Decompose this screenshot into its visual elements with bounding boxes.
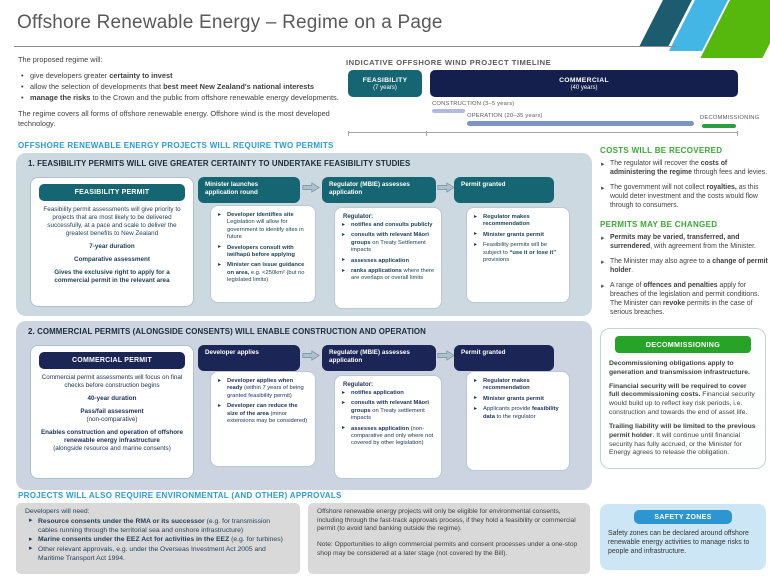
- timeline-feasibility-box: [348, 70, 422, 97]
- approvals-lead: Developers will need:: [25, 508, 90, 515]
- costs-recovered-block: [600, 146, 768, 217]
- step-bullet: ▸ ranks applications where there are overlaps or overall limits: [342, 268, 436, 283]
- commercial-permit-assessment-note: (non-comparative): [86, 416, 138, 424]
- step-bullet: ▸ Applicants provide feasibility data to the regulator: [474, 406, 564, 421]
- step-bullet: ▸ Developer applies when ready (within 7 years of being granted feasibility permit): [218, 378, 310, 400]
- decommissioning-paragraph: Trailing liability will be limited to the previous permit holder. It will continue until financial security has fully accrued, or the Minister for Energy agrees to release the obligation.: [609, 422, 756, 457]
- feasibility-permit-right: Gives the exclusive right to apply for a commercial permit in the relevant area: [54, 269, 170, 285]
- step-regulator-assesses-header: Regulator (MBIE) assesses application: [322, 177, 436, 203]
- feasibility-permit-title: FEASIBILITY PERMIT: [39, 184, 185, 201]
- step-permit-granted-card: [466, 371, 570, 471]
- project-timeline: [346, 58, 766, 143]
- timeline-construction-bar: [432, 109, 465, 113]
- step-developer-applies-header: Developer applies: [198, 345, 300, 371]
- environmental-consents-panel: [308, 503, 590, 574]
- permits-changed-heading: PERMITS MAY BE CHANGED: [600, 220, 718, 229]
- intro-bullet: • allow the selection of developments that best meet New Zealand's national interests: [18, 82, 353, 92]
- timeline-heading: INDICATIVE OFFSHORE WIND PROJECT TIMELINE: [346, 58, 552, 67]
- section1-heading: 1. FEASIBILITY PERMITS WILL GIVE GREATER CERTAINTY TO UNDERTAKE FEASIBILITY STUDIES: [28, 159, 411, 168]
- step-bullet: ▸ Developer identifies site Legislation will allow for government to identify sites in future: [218, 212, 310, 242]
- permits-changed-bullet: ▸ Permits may be varied, transferred, and surrendered, with agreement from the Minister.: [600, 234, 768, 252]
- approvals-needed-panel: [16, 503, 300, 574]
- costs-bullet: ▸ The regulator will recover the costs of administering the regime through fees and levies.: [600, 160, 768, 178]
- step-bullet: ▸ Minister grants permit: [474, 232, 564, 239]
- timeline-operation-bar: [467, 121, 694, 126]
- feasibility-permit-description: Feasibility permit assessments will give priority to projects that are most likely to be delivered successfully, at a pace and scale to deliver the greatest benefits to New Zealand: [43, 206, 181, 238]
- flow-arrow-icon: [437, 181, 455, 194]
- timeline-commercial-box: [430, 70, 738, 97]
- decommissioning-paragraph: Financial security will be required to cover full decommissioning costs. Financial security would build up to reflect key risk periods, i.e. construction and towards the end of asset life.: [609, 382, 755, 417]
- consents-paragraph: Offshore renewable energy projects will only be eligible for environmental consents, including through the fast-track approvals process, if they hold a feasibility or commercial permit (to avoid land banking outside the regime).: [317, 508, 576, 533]
- section-feasibility-permits: [16, 153, 592, 316]
- timeline-axis: [348, 132, 738, 138]
- section2-heading: 2. COMMERCIAL PERMITS (ALONGSIDE CONSENTS) WILL ENABLE CONSTRUCTION AND OPERATION: [28, 327, 426, 336]
- step-bullet: ▸ assesses application (non-comparative and only where not covered by other legislation): [342, 426, 436, 448]
- step-bullet: ▸ Developers consult with iwi/hapū before applying: [218, 245, 310, 260]
- intro-bullet: • manage the risks to the Crown and the public from offshore renewable energy developments.: [18, 93, 353, 103]
- title-divider: [14, 46, 676, 47]
- intro-bullet: • give developers greater certainty to invest: [18, 71, 353, 81]
- page-title: Offshore Renewable Energy – Regime on a Page: [17, 12, 443, 33]
- step-bullet: ▸ Developer can reduce the size of the area (minor extensions may be considered): [218, 403, 310, 425]
- step-bullet: ▸ notifies and consults publicly: [342, 222, 436, 229]
- decommissioning-title: DECOMMISSIONING: [615, 336, 751, 353]
- step-bullet: ▸ Minister can issue guidance on area, e.g. <250km² (but no legislated limits): [218, 262, 310, 284]
- costs-bullet: ▸ The government will not collect royalties, as this would deter investment and the costs would flow through to consumers.: [600, 184, 768, 211]
- step-bullet: ▸ Feasibility permits will be subject to “use it or lose it” provisions: [474, 242, 564, 264]
- costs-recovered-heading: COSTS WILL BE RECOVERED: [600, 146, 723, 155]
- timeline-construction-label: CONSTRUCTION (3–5 years): [432, 101, 515, 107]
- commercial-permit-assessment: Pass/fail assessment: [80, 408, 144, 416]
- step-bullet: ▸ notifies application: [342, 390, 436, 397]
- step-permit-granted-header: Permit granted: [454, 177, 554, 203]
- approvals-bullet: ▸ Other relevant approvals, e.g. under the Overseas Investment Act 2005 and Maritime Transport Act 1994.: [25, 546, 291, 563]
- step-bullet: ▸ Regulator makes recommendation: [474, 378, 564, 393]
- step-permit-granted-header: Permit granted: [454, 345, 554, 371]
- timeline-feasibility-label: FEASIBILITY: [362, 76, 408, 84]
- step-card-lead: Regulator:: [343, 214, 373, 220]
- approvals-bullet: ▸ Resource consents under the RMA or its successor (e.g. for transmission cables running through the territorial sea and onshore infrastructure): [25, 518, 291, 535]
- commercial-permit-duration: 40-year duration: [87, 395, 137, 403]
- timeline-commercial-duration: (40 years): [570, 84, 598, 91]
- commercial-permit-enables-note: (alongside resource and marine consents): [53, 445, 171, 453]
- intro-block: [18, 55, 353, 135]
- approvals-heading: PROJECTS WILL ALSO REQUIRE ENVIRONMENTAL (AND OTHER) APPROVALS: [18, 491, 342, 500]
- commercial-permit-enables: Enables construction and operation of offshore renewable energy infrastructure: [40, 429, 184, 445]
- decommissioning-paragraph: Decommissioning obligations apply to generation and transmission infrastructure.: [609, 360, 750, 376]
- step-bullet: ▸ Minister grants permit: [474, 396, 564, 403]
- commercial-permit-title: COMMERCIAL PERMIT: [39, 352, 185, 369]
- flow-arrow-icon: [437, 349, 455, 362]
- step-minister-launches-card: [210, 205, 316, 303]
- commercial-permit-card: [30, 345, 194, 479]
- step-regulator-assesses-card: [334, 207, 442, 309]
- step-bullet: ▸ assesses application: [342, 258, 436, 265]
- timeline-feasibility-duration: (7 years): [373, 84, 397, 91]
- safety-zones-card: [600, 504, 766, 570]
- section-commercial-permits: [16, 321, 592, 490]
- decommissioning-card: [600, 328, 766, 469]
- safety-zones-title: SAFETY ZONES: [634, 510, 732, 524]
- consents-note: Note: Opportunities to align commercial permits and consent processes under a one-stop shop may be considered at a later stage (not covered by the Bill).: [317, 541, 578, 557]
- corner-decoration: [620, 0, 770, 58]
- timeline-decommissioning-label: DECOMMISSIONING: [700, 115, 760, 121]
- step-bullet: ▸ consults with relevant Māori groups on Treaty settlement impacts: [342, 400, 436, 422]
- step-regulator-assesses-card: [334, 375, 442, 479]
- permits-changed-bullet: ▸ The Minister may also agree to a change of permit holder.: [600, 258, 768, 276]
- step-regulator-assesses-header: Regulator (MBIE) assesses application: [322, 345, 436, 371]
- intro-lead: The proposed regime will:: [18, 55, 103, 64]
- safety-zones-body: Safety zones can be declared around offshore renewable energy activities to manage risks to people and infrastructure.: [608, 530, 750, 556]
- feasibility-permit-card: [30, 177, 194, 307]
- step-permit-granted-card: [466, 207, 570, 303]
- commercial-permit-description: Commercial permit assessments will focus on final checks before construction begins: [41, 374, 183, 390]
- timeline-commercial-label: COMMERCIAL: [559, 76, 609, 84]
- intro-paragraph: The regime covers all forms of offshore renewable energy. Offshore wind is the most developed technology.: [18, 108, 330, 128]
- two-permits-heading: OFFSHORE RENEWABLE ENERGY PROJECTS WILL REQUIRE TWO PERMITS: [18, 141, 334, 150]
- feasibility-permit-assessment: Comparative assessment: [74, 256, 150, 264]
- step-developer-applies-card: [210, 371, 316, 467]
- flow-arrow-icon: [302, 181, 320, 194]
- timeline-operation-label: OPERATION (20–35 years): [467, 113, 543, 119]
- permits-changed-bullet: ▸ A range of offences and penalties apply for breaches of the legislation and permit conditions. The Minister can revoke permits in the case of serious breaches.: [600, 282, 768, 318]
- step-minister-launches-header: Minister launches application round: [198, 177, 300, 203]
- step-bullet: ▸ consults with relevant Māori groups on Treaty Settlement impacts: [342, 232, 436, 254]
- flow-arrow-icon: [302, 349, 320, 362]
- feasibility-permit-duration: 7-year duration: [89, 243, 135, 251]
- permits-changed-block: [600, 220, 768, 324]
- step-bullet: ▸ Regulator makes recommendation: [474, 214, 564, 229]
- timeline-decommissioning-bar: [702, 124, 736, 128]
- approvals-bullet: ▸ Marine consents under the EEZ Act for activities in the EEZ (e.g. for turbines): [25, 536, 291, 545]
- step-card-lead: Regulator:: [343, 382, 373, 388]
